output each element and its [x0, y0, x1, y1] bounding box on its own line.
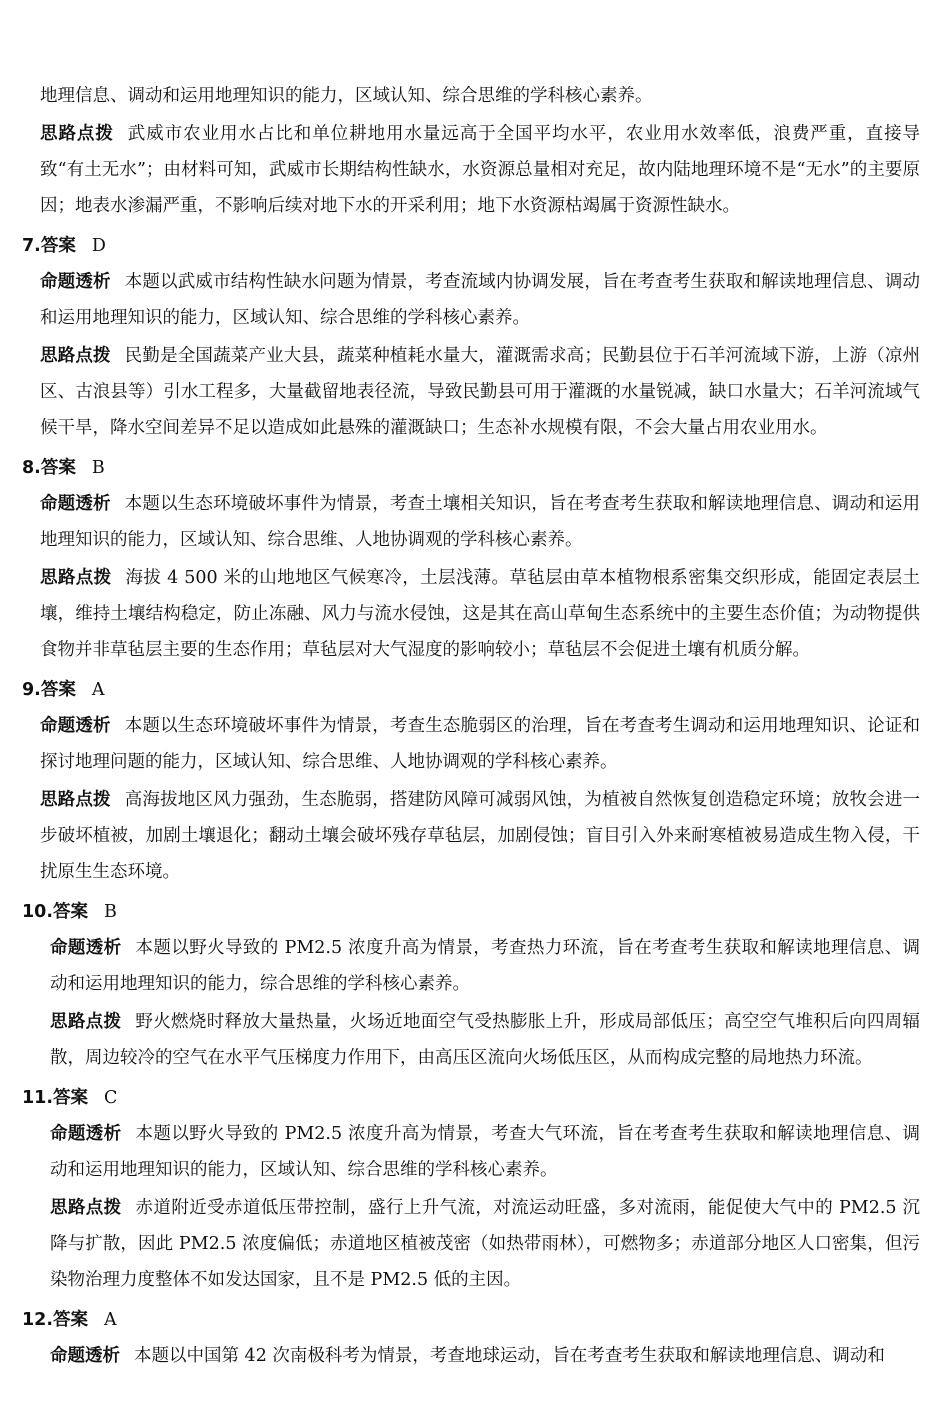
answer-option: A — [104, 1310, 117, 1330]
question-item-8 — [0, 450, 950, 668]
analysis-paragraph — [50, 1190, 920, 1298]
answer-row — [22, 672, 920, 708]
analysis-label: 思路点拨 — [40, 124, 114, 144]
question-number: 9. — [22, 680, 41, 700]
intro-analysis — [40, 116, 920, 224]
intent-text: 本题以野火导致的 PM2.5 浓度升高为情景，考查热力环流，旨在考查考生获取和解读地理信息、调动和运用地理知识的能力，综合思维的学科核心素养。 — [50, 938, 920, 994]
intent-text: 本题以生态环境破坏事件为情景，考查生态脆弱区的治理，旨在考查考生调动和运用地理知识、论证和探讨地理问题的能力，区域认知、综合思维、人地协调观的学科核心素养。 — [40, 716, 921, 772]
analysis-text: 高海拔地区风力强劲，生态脆弱，搭建防风障可减弱风蚀，为植被自然恢复创造稳定环境；放牧会进一步破坏植被，加剧土壤退化；翻动土壤会破坏残存草毡层，加剧侵蚀；盲目引入外来耐寒植被易造成生物入侵，干扰原生生态环境。 — [40, 790, 921, 882]
answer-label: 答案 — [40, 458, 76, 478]
intent-paragraph — [40, 708, 920, 780]
intent-text: 本题以生态环境破坏事件为情景，考查土壤相关知识，旨在考查考生获取和解读地理信息、调动和运用地理知识的能力，区域认知、综合思维、人地协调观的学科核心素养。 — [40, 494, 921, 550]
analysis-label: 思路点拨 — [40, 790, 111, 810]
answer-option: B — [104, 902, 117, 922]
answer-row — [22, 450, 920, 486]
intent-paragraph — [50, 1116, 920, 1188]
answer-row — [22, 1080, 920, 1116]
answer-option: A — [91, 680, 105, 700]
answer-row — [22, 1302, 920, 1338]
question-number: 10. — [22, 902, 54, 922]
answer-row — [22, 228, 920, 264]
intent-label: 命题透析 — [40, 716, 111, 736]
answer-label: 答案 — [53, 1310, 89, 1330]
question-item-9 — [0, 672, 950, 890]
answer-option: C — [104, 1088, 118, 1108]
answer-row — [22, 894, 920, 930]
analysis-paragraph — [40, 782, 920, 890]
intent-text: 本题以武威市结构性缺水问题为情景，考查流域内协调发展，旨在考查考生获取和解读地理信息、调动和运用地理知识的能力，区域认知、综合思维的学科核心素养。 — [40, 272, 921, 328]
document-page — [0, 78, 950, 1376]
intent-label: 命题透析 — [50, 1124, 122, 1144]
question-number: 8. — [22, 458, 41, 478]
intro-line: 地理信息、调动和运用地理知识的能力，区域认知、综合思维的学科核心素养。 — [40, 86, 653, 106]
answer-option: B — [91, 458, 105, 478]
question-number: 7. — [22, 236, 41, 256]
intent-text: 本题以中国第 42 次南极科考为情景，考查地球运动，旨在考查考生获取和解读地理信息、调动和 — [134, 1346, 885, 1366]
analysis-text: 海拔 4 500 米的山地地区气候寒冷，土层浅薄。草毡层由草本植物根系密集交织形成，能固定表层土壤，维持土壤结构稳定，防止冻融、风力与流水侵蚀，这是其在高山草甸生态系统中的主要生态价值；为动物提供食物并非草毡层主要的生态作用；草毡层对大气湿度的影响较小；草毡层不会促进土壤有机质分解。 — [40, 568, 921, 660]
analysis-paragraph — [40, 560, 920, 668]
analysis-paragraph — [40, 338, 920, 446]
intent-paragraph — [50, 930, 920, 1002]
question-number: 12. — [22, 1310, 54, 1330]
question-item-11 — [0, 1080, 950, 1298]
intent-paragraph — [40, 486, 920, 558]
analysis-label: 思路点拨 — [50, 1012, 122, 1032]
question-number: 11. — [22, 1088, 54, 1108]
intent-paragraph — [50, 1338, 920, 1374]
intent-label: 命题透析 — [50, 1346, 120, 1366]
analysis-label: 思路点拨 — [50, 1198, 122, 1218]
intent-paragraph — [40, 264, 920, 336]
analysis-paragraph — [50, 1004, 920, 1076]
intent-label: 命题透析 — [50, 938, 122, 958]
answer-label: 答案 — [53, 902, 89, 922]
analysis-label: 思路点拨 — [40, 568, 112, 588]
answer-label: 答案 — [53, 1088, 89, 1108]
question-item-7 — [0, 228, 950, 446]
intent-text: 本题以野火导致的 PM2.5 浓度升高为情景，考查大气环流，旨在考查考生获取和解读地理信息、调动和运用地理知识的能力，区域认知、综合思维的学科核心素养。 — [50, 1124, 920, 1180]
question-item-12 — [0, 1302, 950, 1374]
intent-label: 命题透析 — [40, 494, 111, 514]
intent-label: 命题透析 — [40, 272, 111, 292]
analysis-text: 赤道附近受赤道低压带控制，盛行上升气流，对流运动旺盛，多对流雨，能促使大气中的 PM2.5 沉降与扩散，因此 PM2.5 浓度偏低；赤道地区植被茂密（如热带雨林），可燃物多；赤道部分地区人口密集，但污染物治理力度整体不如发达国家，且不是 PM2.5 低的主因。 — [50, 1198, 920, 1290]
analysis-label: 思路点拨 — [40, 346, 111, 366]
analysis-text: 野火燃烧时释放大量热量，火场近地面空气受热膨胀上升，形成局部低压；高空空气堆积后向四周辐散，周边较冷的空气在水平气压梯度力作用下，由高压区流向火场低压区，从而构成完整的局地热力环流。 — [50, 1012, 921, 1068]
answer-label: 答案 — [40, 236, 76, 256]
analysis-text: 武威市农业用水占比和单位耕地用水量远高于全国平均水平，农业用水效率低，浪费严重，直接导致“有土无水”；由材料可知，武威市长期结构性缺水，水资源总量相对充足，故内陆地理环境不是“无水”的主要原因；地表水渗漏严重，不影响后续对地下水的开采利用；地下水资源枯竭属于资源性缺水。 — [40, 124, 921, 216]
answer-label: 答案 — [40, 680, 76, 700]
analysis-text: 民勤是全国蔬菜产业大县，蔬菜种植耗水量大，灌溉需求高；民勤县位于石羊河流域下游，上游（凉州区、古浪县等）引水工程多，大量截留地表径流，导致民勤县可用于灌溉的水量锐减，缺口水量大；石羊河流域气候干旱，降水空间差异不足以造成如此悬殊的灌溉缺口；生态补水规模有限，不会大量占用农业用水。 — [40, 346, 921, 438]
question-item-10 — [0, 894, 950, 1076]
answer-option: D — [91, 236, 106, 256]
